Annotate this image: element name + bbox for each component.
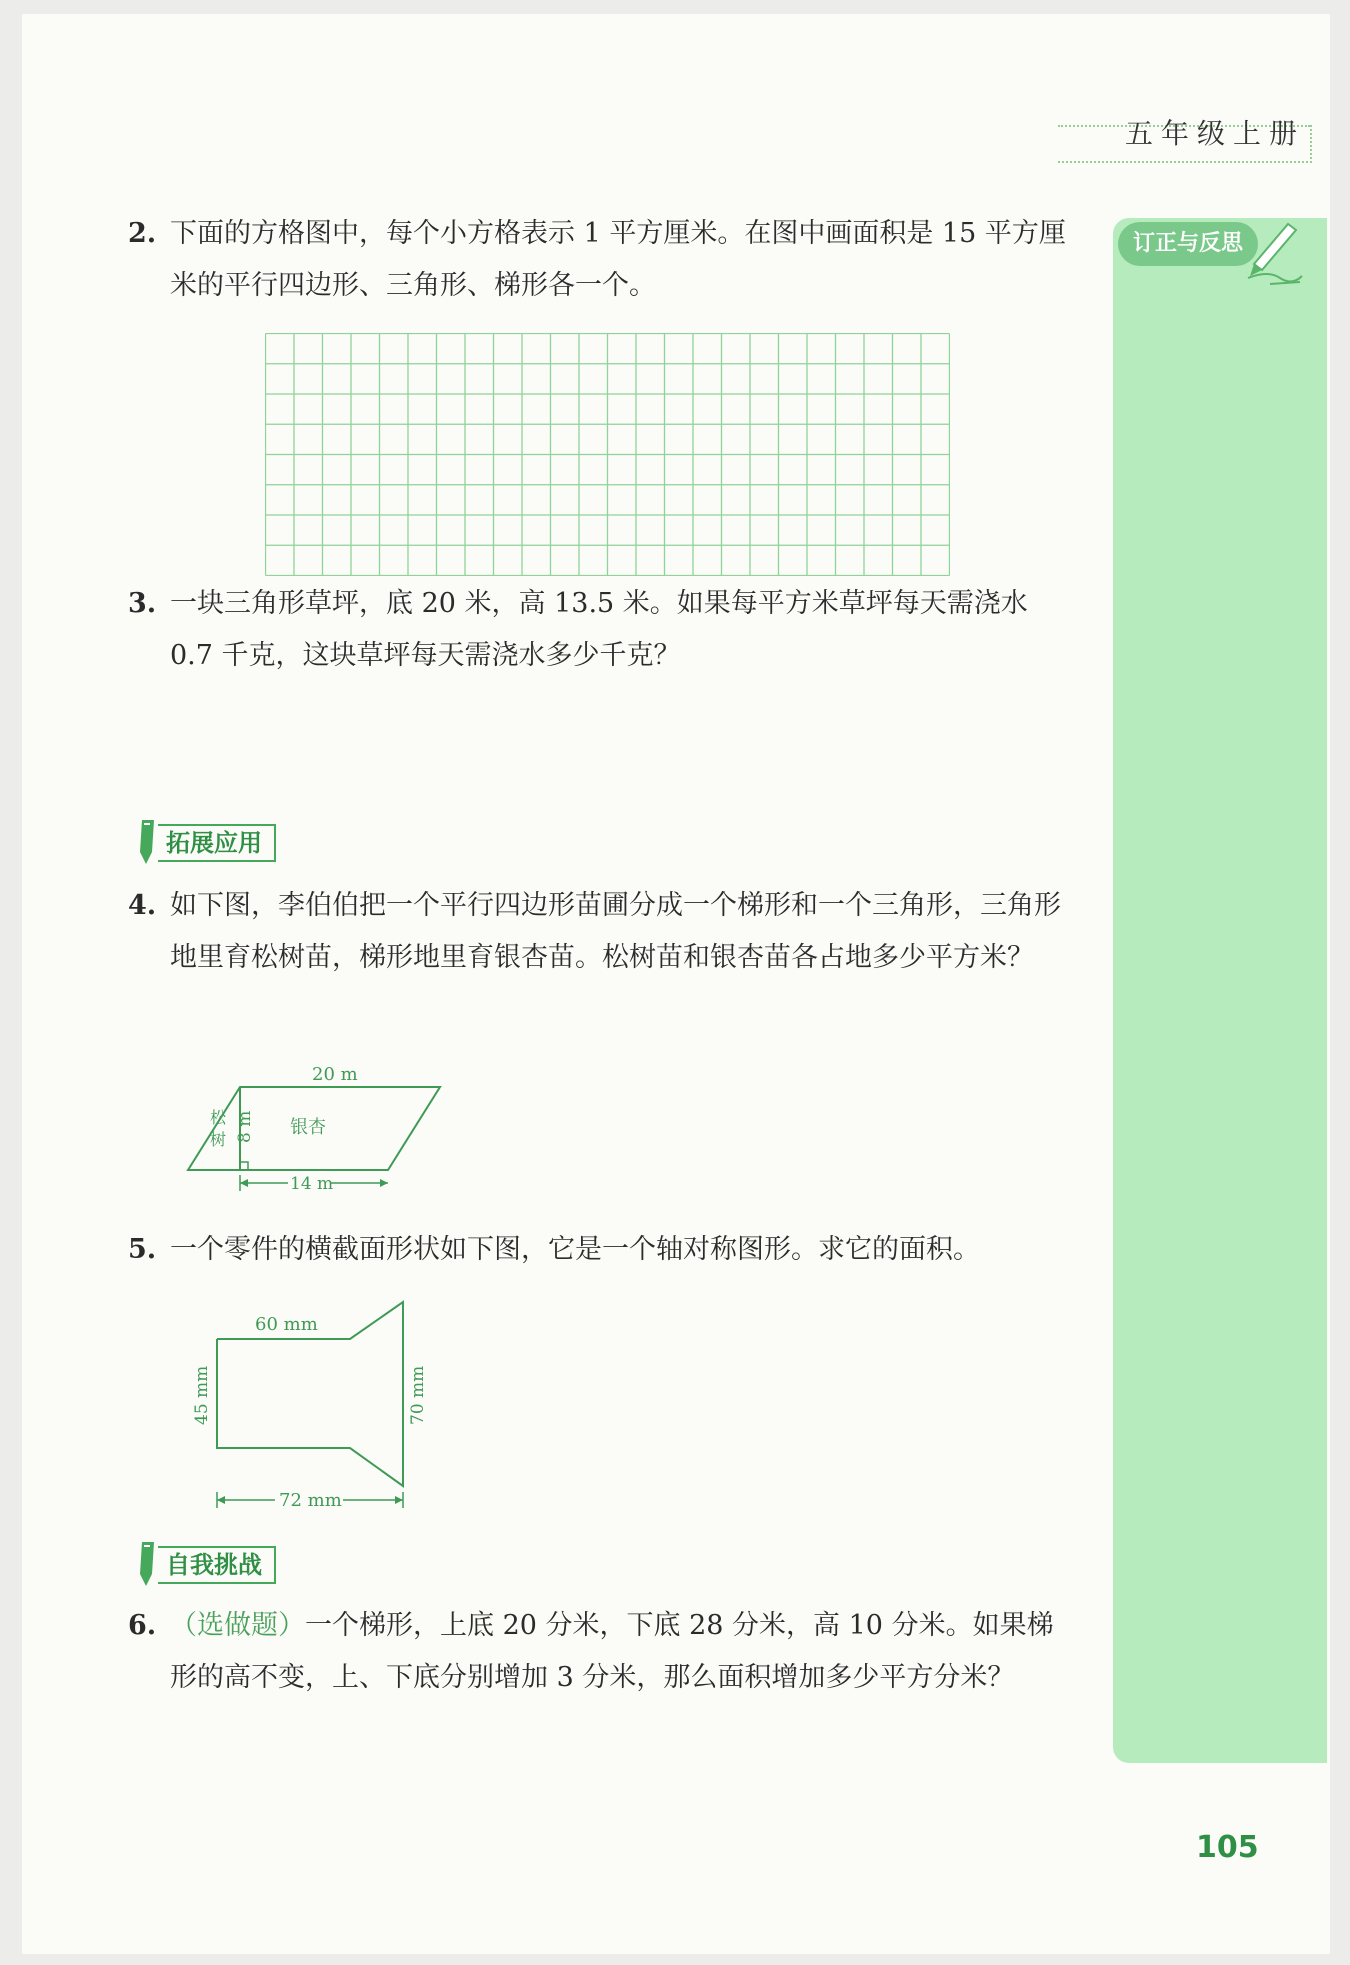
question-text: 下面的方格图中，每个小方格表示 1 平方厘米。在图中画面积是 15 平方厘米的平行四边形、三角形、梯形各一个。 [170,218,1066,301]
arrow-left [217,1496,225,1504]
section-title: 自我挑战 [158,1546,276,1584]
question-2 [128,208,1078,312]
right-height-label: 70 mm [408,1365,428,1425]
square-grid[interactable] [265,333,950,576]
question-text: 一个梯形，上底 20 分米，下底 28 分米，高 10 分米。如果梯形的高不变，上、下底分别增加 3 分米，那么面积增加多少平方分米？ [170,1610,1054,1693]
height-label: 8 m [235,1110,255,1143]
question-number: 3. [128,588,157,619]
section-title: 拓展应用 [158,824,276,862]
optional-tag: （选做题） [170,1610,305,1641]
arrow-right [380,1179,388,1187]
top-length-label: 20 m [312,1064,358,1085]
left-height-label: 45 mm [192,1365,212,1425]
correction-panel [1113,218,1327,1763]
question-number: 5. [128,1234,157,1265]
question-text-wrapper [170,1600,1078,1704]
section-extension [132,818,262,862]
top-length-label: 60 mm [255,1314,318,1335]
question-text: 一块三角形草坪，底 20 米，高 13.5 米。如果每平方米草坪每天需浇水 0.7 千克，这块草坪每天需浇水多少千克？ [170,588,1028,671]
question-6 [128,1600,1078,1704]
triangle-region-label: 松树 [210,1108,227,1149]
grade-label: 五年级上册 [1125,117,1306,150]
question-3 [128,578,1078,682]
question-5 [128,1224,1078,1276]
trapezoid-region-label: 银杏 [290,1117,326,1138]
bottom-length-label: 72 mm [279,1490,342,1511]
arrow-right [395,1496,403,1504]
bottom-length-label: 14 m [290,1174,334,1194]
part-cross-section-figure [185,1290,445,1520]
question-4 [128,880,1078,984]
page-number: 105 [1196,1830,1259,1865]
pencil-icon [1240,212,1310,292]
question-number: 2. [128,218,157,249]
correction-tab: 订正与反思 [1118,222,1258,266]
question-number: 6. [128,1610,157,1641]
right-angle-mark [240,1162,248,1170]
question-number: 4. [128,890,157,921]
parallelogram-figure [180,1055,460,1205]
arrow-left [240,1179,248,1187]
question-text: 如下图，李伯伯把一个平行四边形苗圃分成一个梯形和一个三角形，三角形地里育松树苗，梯形地里育银杏苗。松树苗和银杏苗各占地多少平方米？ [170,890,1061,973]
question-text: 一个零件的横截面形状如下图，它是一个轴对称图形。求它的面积。 [170,1234,980,1265]
section-challenge [132,1540,262,1584]
